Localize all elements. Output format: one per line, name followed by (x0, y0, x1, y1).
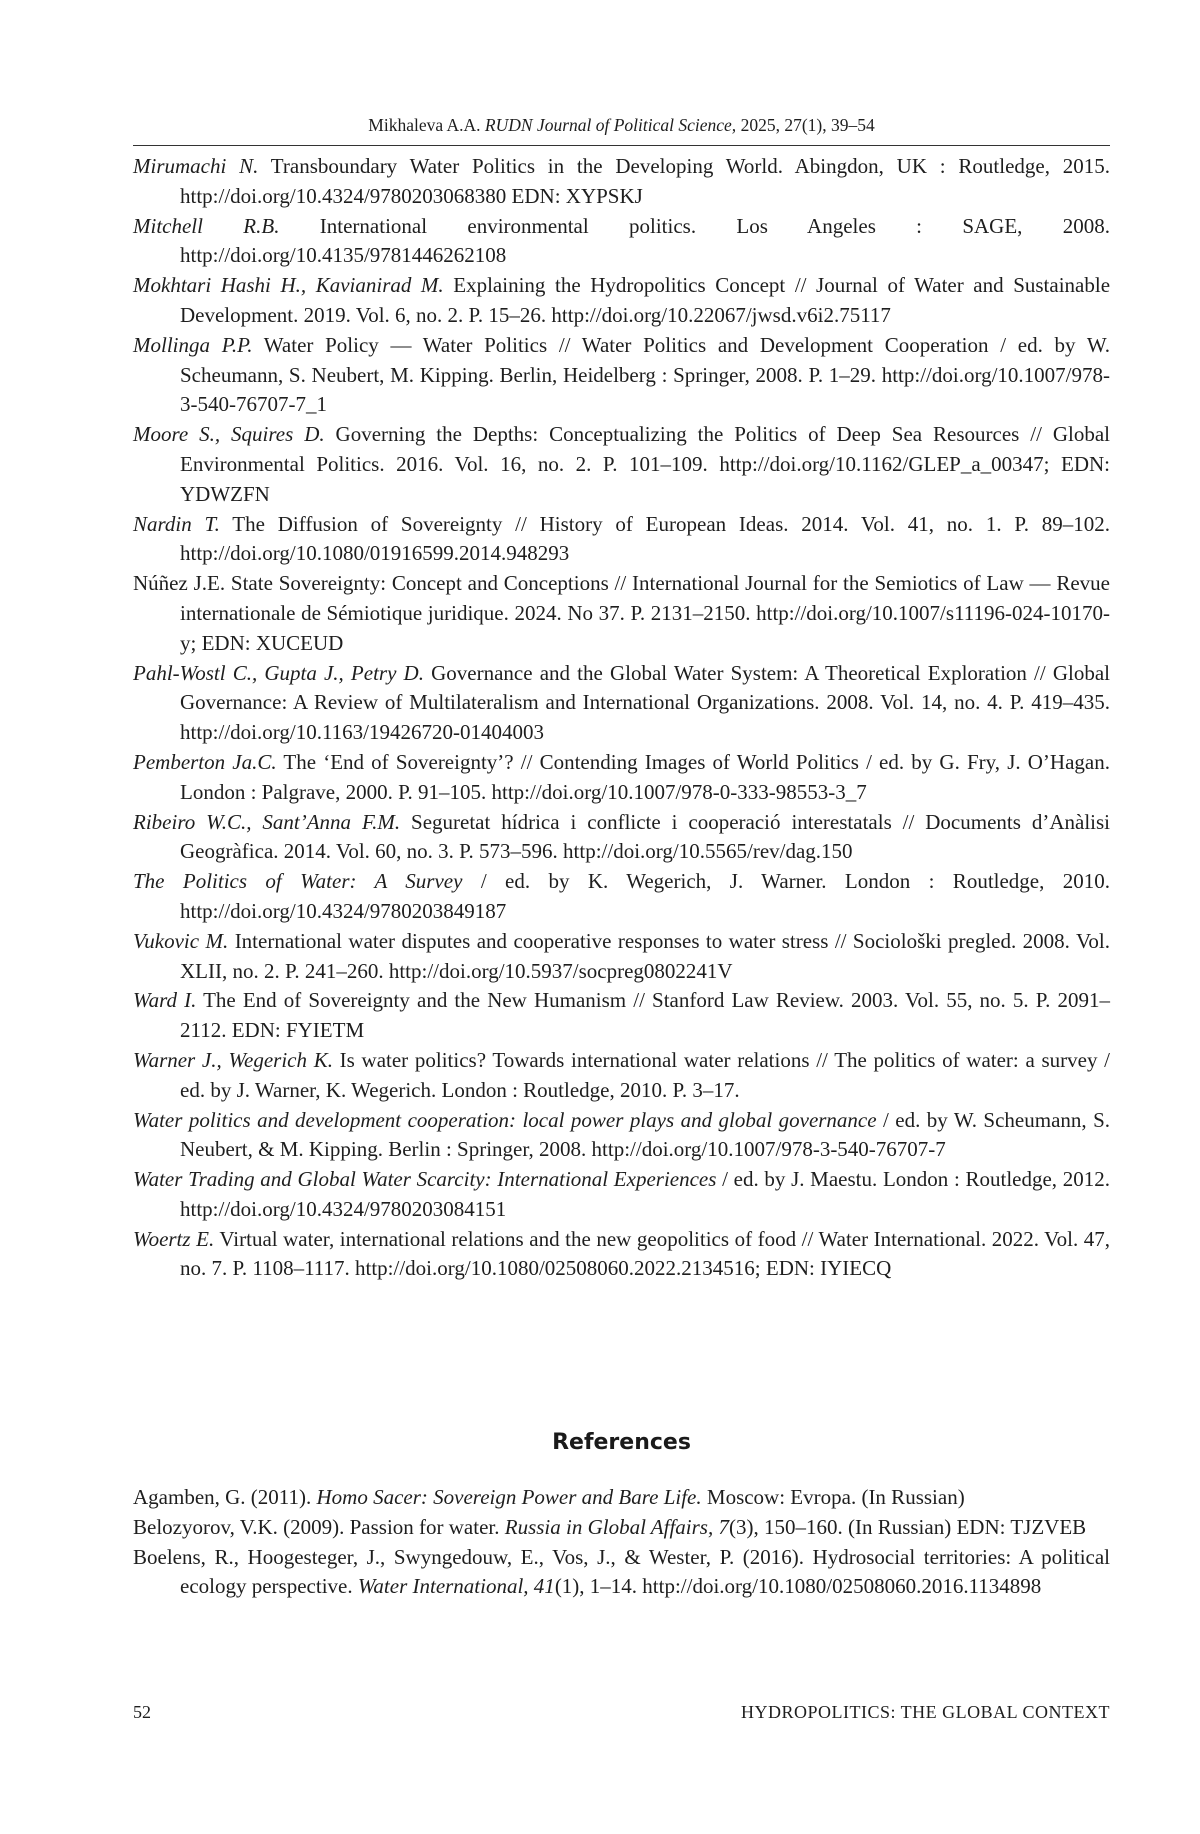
entry-text: Governing the Depths: Conceptualizing the Politics of Deep Sea Resources // Global Environmental Politics. 2016. Vol. 16, no. 2. P. 101–109. http://doi.org/10.1162/GLEP_a_00347; EDN: YDWZFN (180, 422, 1110, 506)
literature-entry (133, 420, 1110, 509)
entry-text: International water disputes and cooperative responses to water stress // Sociološki pregled. 2008. Vol. XLII, no. 2. P. 241–260. http://doi.org/10.5937/socpreg0802241V (180, 929, 1110, 983)
literature-list (133, 152, 1110, 1284)
footer-section-title: HYDROPOLITICS: THE GLOBAL CONTEXT (741, 1700, 1110, 1724)
references-list (133, 1483, 1110, 1602)
header-rule (133, 145, 1110, 146)
entry-author: Ribeiro W.C., Sant’Anna F.M. (133, 810, 400, 834)
literature-entry (133, 659, 1110, 748)
entry-text: Seguretat hídrica i conflicte i cooperació interestatals // Documents d’Anàlisi Geogràfica. 2014. Vol. 60, no. 3. P. 573–596. http://doi.org/10.5565/rev/dag.150 (180, 810, 1110, 864)
literature-entry (133, 569, 1110, 658)
literature-entry (133, 1106, 1110, 1166)
literature-entry (133, 927, 1110, 987)
entry-text: / ed. by K. Wegerich, J. Warner. London : Routledge, 2010. http://doi.org/10.4324/9780203849187 (180, 869, 1110, 923)
entry-author: Ward I. (133, 988, 196, 1012)
entry-text: Explaining the Hydropolitics Concept // Journal of Water and Sustainable Development. 2019. Vol. 6, no. 2. P. 15–26. http://doi.org/10.22067/jwsd.v6i2.75117 (180, 273, 1110, 327)
entry-text: / ed. by J. Maestu. London : Routledge, 2012. http://doi.org/10.4324/9780203084151 (180, 1167, 1110, 1221)
entry-author: Water Trading and Global Water Scarcity: International Experiences (133, 1167, 716, 1191)
literature-entry (133, 867, 1110, 927)
entry-author: Warner J., Wegerich K. (133, 1048, 333, 1072)
entry-author: Moore S., Squires D. (133, 422, 325, 446)
reference-entry (133, 1543, 1110, 1603)
entry-text: The End of Sovereignty and the New Humanism // Stanford Law Review. 2003. Vol. 55, no. 5. P. 2091–2112. EDN: FYIETM (180, 988, 1110, 1042)
entry-author: Woertz E. (133, 1227, 214, 1251)
entry-author: Water politics and development cooperation: local power plays and global governance (133, 1108, 877, 1132)
entry-text: Transboundary Water Politics in the Developing World. Abingdon, UK : Routledge, 2015. http://doi.org/10.4324/9780203068380 EDN: XYPSKJ (180, 154, 1110, 208)
literature-entry (133, 510, 1110, 570)
literature-entry (133, 808, 1110, 868)
entry-text: The ‘End of Sovereignty’? // Contending Images of World Politics / ed. by G. Fry, J. O’Hagan. London : Palgrave, 2000. P. 91–105. http://doi.org/10.1007/978-0-333-98553-3_7 (180, 750, 1110, 804)
ref-pre: Boelens, R., Hoogesteger, J., Swyngedouw, E., Vos, J., & Wester, P. (2016). Hydrosocial territories: A political ecology perspective. (133, 1545, 1110, 1599)
entry-author: The Politics of Water: A Survey (133, 869, 462, 893)
entry-text: Virtual water, international relations and the new geopolitics of food // Water International. 2022. Vol. 47, no. 7. P. 1108–1117. http://doi.org/10.1080/02508060.2022.2134516; EDN: IYIECQ (180, 1227, 1110, 1281)
header-journal: RUDN Journal of Political Science, (485, 115, 736, 135)
literature-entry (133, 271, 1110, 331)
references-heading: References (133, 1428, 1110, 1458)
literature-entry (133, 1046, 1110, 1106)
ref-post: (3), 150–160. (In Russian) EDN: TJZVEB (729, 1515, 1086, 1539)
entry-text: Is water politics? Towards international water relations // The politics of water: a survey / ed. by J. Warner, K. Wegerich. London : Routledge, 2010. P. 3–17. (180, 1048, 1110, 1102)
entry-text: The Diffusion of Sovereignty // History of European Ideas. 2014. Vol. 41, no. 1. P. 89–102. http://doi.org/10.1080/01916599.2014.948293 (180, 512, 1110, 566)
reference-entry (133, 1483, 1110, 1513)
ref-title: Water International, 41 (358, 1574, 555, 1598)
page-number: 52 (133, 1700, 151, 1724)
entry-text: Núñez J.E. State Sovereignty: Concept and Conceptions // International Journal for the Semiotics of Law — Revue internationale de Sémiotique juridique. 2024. No 37. P. 2131–2150. http://doi.org/10.1007/s11196-024-10170-y; EDN: XUCEUD (133, 571, 1110, 655)
entry-author: Nardin T. (133, 512, 220, 536)
ref-post: (1), 1–14. http://doi.org/10.1080/02508060.2016.1134898 (555, 1574, 1042, 1598)
entry-author: Pahl-Wostl C., Gupta J., Petry D. (133, 661, 424, 685)
ref-title: Homo Sacer: Sovereign Power and Bare Life. (317, 1485, 702, 1509)
entry-author: Pemberton Ja.C. (133, 750, 277, 774)
running-header (133, 114, 1110, 136)
entry-author: Vukovic M. (133, 929, 228, 953)
ref-pre: Belozyorov, V.K. (2009). Passion for water. (133, 1515, 500, 1539)
literature-entry (133, 1165, 1110, 1225)
header-author: Mikhaleva A.A. (368, 115, 480, 135)
entry-text: Water Policy — Water Politics // Water Politics and Development Cooperation / ed. by W. Scheumann, S. Neubert, M. Kipping. Berlin, Heidelberg : Springer, 2008. P. 1–29. http://doi.org/10.1007/978-3-540-76707-7_1 (180, 333, 1110, 417)
entry-author: Mokhtari Hashi H., Kavianirad M. (133, 273, 444, 297)
reference-entry (133, 1513, 1110, 1543)
entry-author: Mollinga P.P. (133, 333, 252, 357)
entry-text: International environmental politics. Los Angeles : SAGE, 2008. http://doi.org/10.4135/9781446262108 (180, 214, 1110, 268)
literature-entry (133, 212, 1110, 272)
literature-entry (133, 748, 1110, 808)
literature-entry (133, 1225, 1110, 1285)
header-issue: 2025, 27(1), 39–54 (741, 115, 875, 135)
entry-text: Governance and the Global Water System: A Theoretical Exploration // Global Governance: A Review of Multilateralism and International Organizations. 2008. Vol. 14, no. 4. P. 419–435. http://doi.org/10.1163/19426720-01404003 (180, 661, 1110, 745)
ref-title: Russia in Global Affairs, 7 (505, 1515, 729, 1539)
literature-entry (133, 986, 1110, 1046)
literature-entry (133, 331, 1110, 420)
entry-author: Mitchell R.B. (133, 214, 279, 238)
entry-text: / ed. by W. Scheumann, S. Neubert, & M. Kipping. Berlin : Springer, 2008. http://doi.org/10.1007/978-3-540-76707-7 (180, 1108, 1110, 1162)
ref-pre: Agamben, G. (2011). (133, 1485, 311, 1509)
literature-entry (133, 152, 1110, 212)
entry-author: Mirumachi N. (133, 154, 258, 178)
ref-post: Moscow: Evropa. (In Russian) (707, 1485, 965, 1509)
